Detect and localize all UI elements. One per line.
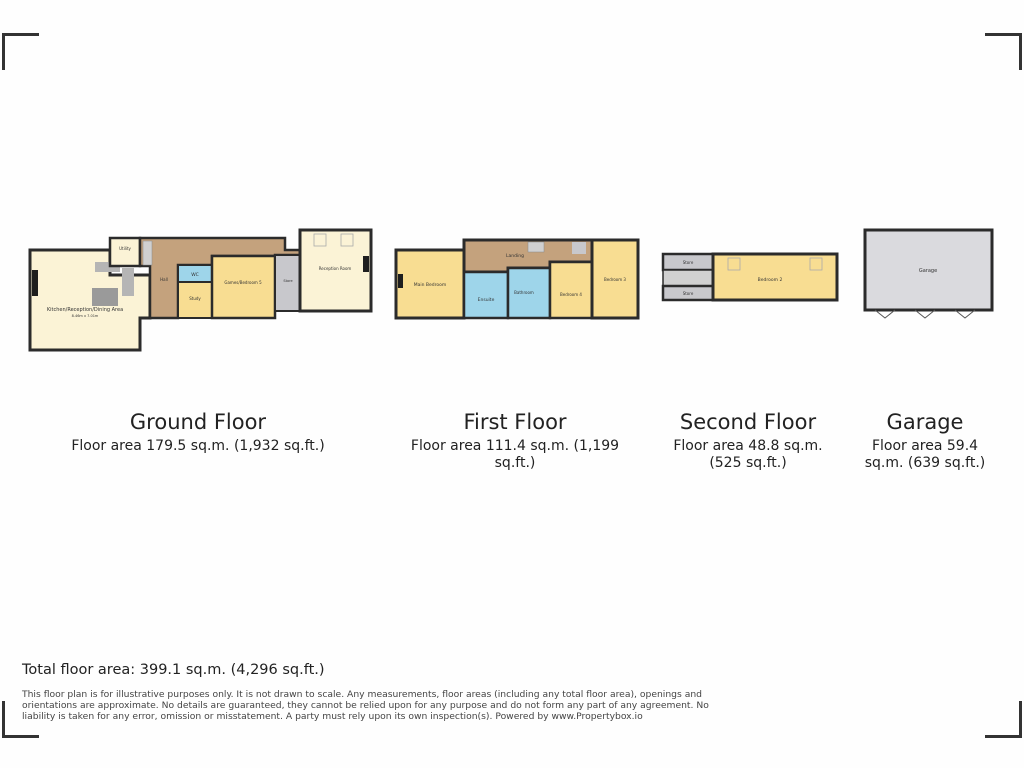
label-bathroom: Bathroom xyxy=(514,290,534,295)
disclaimer-text: This floor plan is for illustrative purposes only. It is not drawn to scale. Any measurements, floor areas (including any total floor area), openings and orientations are approximate. No details are guaranteed, they cannot be relied upon for any purpose and do not form any part of any agreement. No liability is taken for any error, omission or misstatement. A party must rely upon its own inspection(s). Powered by www.Propertybox.io xyxy=(22,689,709,722)
label-landing: Landing xyxy=(506,254,524,259)
label-study: Study xyxy=(189,296,201,301)
label-store-lower: Store xyxy=(682,291,694,296)
label-bedroom-2: Bedroom 2 xyxy=(757,278,783,283)
garage-plan xyxy=(865,230,992,318)
fireplace xyxy=(398,274,403,288)
fireplace xyxy=(363,256,369,272)
label-kitchen-dim: 8.46m x 7.01m xyxy=(71,314,99,318)
first-floor-plan xyxy=(396,240,638,318)
label-kitchen: Kitchen/Reception/Dining Area xyxy=(46,307,124,313)
label-utility: Utility xyxy=(119,246,131,251)
first-floor-area: Floor area 111.4 sq.m. (1,199 sq.ft.) xyxy=(410,438,620,471)
stairs xyxy=(663,270,713,286)
label-games: Games/Bedroom 5 xyxy=(224,280,262,285)
label-hall: Hall xyxy=(160,277,168,282)
fireplace xyxy=(32,270,38,296)
label-store-upper: Store xyxy=(682,260,694,265)
room-bedroom-2 xyxy=(713,254,837,300)
label-bedroom-3: Bedroom 3 xyxy=(604,277,626,282)
label-store: Store xyxy=(283,279,293,283)
kitchen-island xyxy=(92,288,118,306)
garage-area: Floor area 59.4 sq.m. (639 sq.ft.) xyxy=(864,438,986,471)
label-garage: Garage xyxy=(918,268,938,274)
label-bedroom-4: Bedroom 4 xyxy=(560,292,582,297)
kitchen-unit xyxy=(122,268,134,296)
room-bedroom-4 xyxy=(550,262,592,318)
landing-store xyxy=(572,242,586,254)
label-reception: Reception Room xyxy=(318,266,352,271)
garage-title: Garage xyxy=(886,410,964,434)
room-utility xyxy=(110,238,140,266)
ground-floor-plan xyxy=(30,230,371,350)
ground-floor-area: Floor area 179.5 sq.m. (1,932 sq.ft.) xyxy=(71,438,325,454)
label-ensuite: Ensuite xyxy=(477,298,495,303)
first-floor-title: First Floor xyxy=(463,410,567,434)
room-games xyxy=(212,256,275,318)
label-wc: WC xyxy=(191,273,199,278)
label-main-bedroom: Main Bedroom xyxy=(413,283,447,288)
stairs xyxy=(143,241,152,265)
ground-floor-title: Ground Floor xyxy=(129,410,267,434)
second-floor-area: Floor area 48.8 sq.m. (525 sq.ft.) xyxy=(673,438,823,471)
room-ensuite xyxy=(464,272,508,318)
second-floor-plan xyxy=(663,254,837,300)
second-floor-title: Second Floor xyxy=(679,410,817,434)
stairs xyxy=(528,242,544,252)
total-floor-area: Total floor area: 399.1 sq.m. (4,296 sq.ft.) xyxy=(22,662,325,678)
room-store xyxy=(275,255,300,311)
